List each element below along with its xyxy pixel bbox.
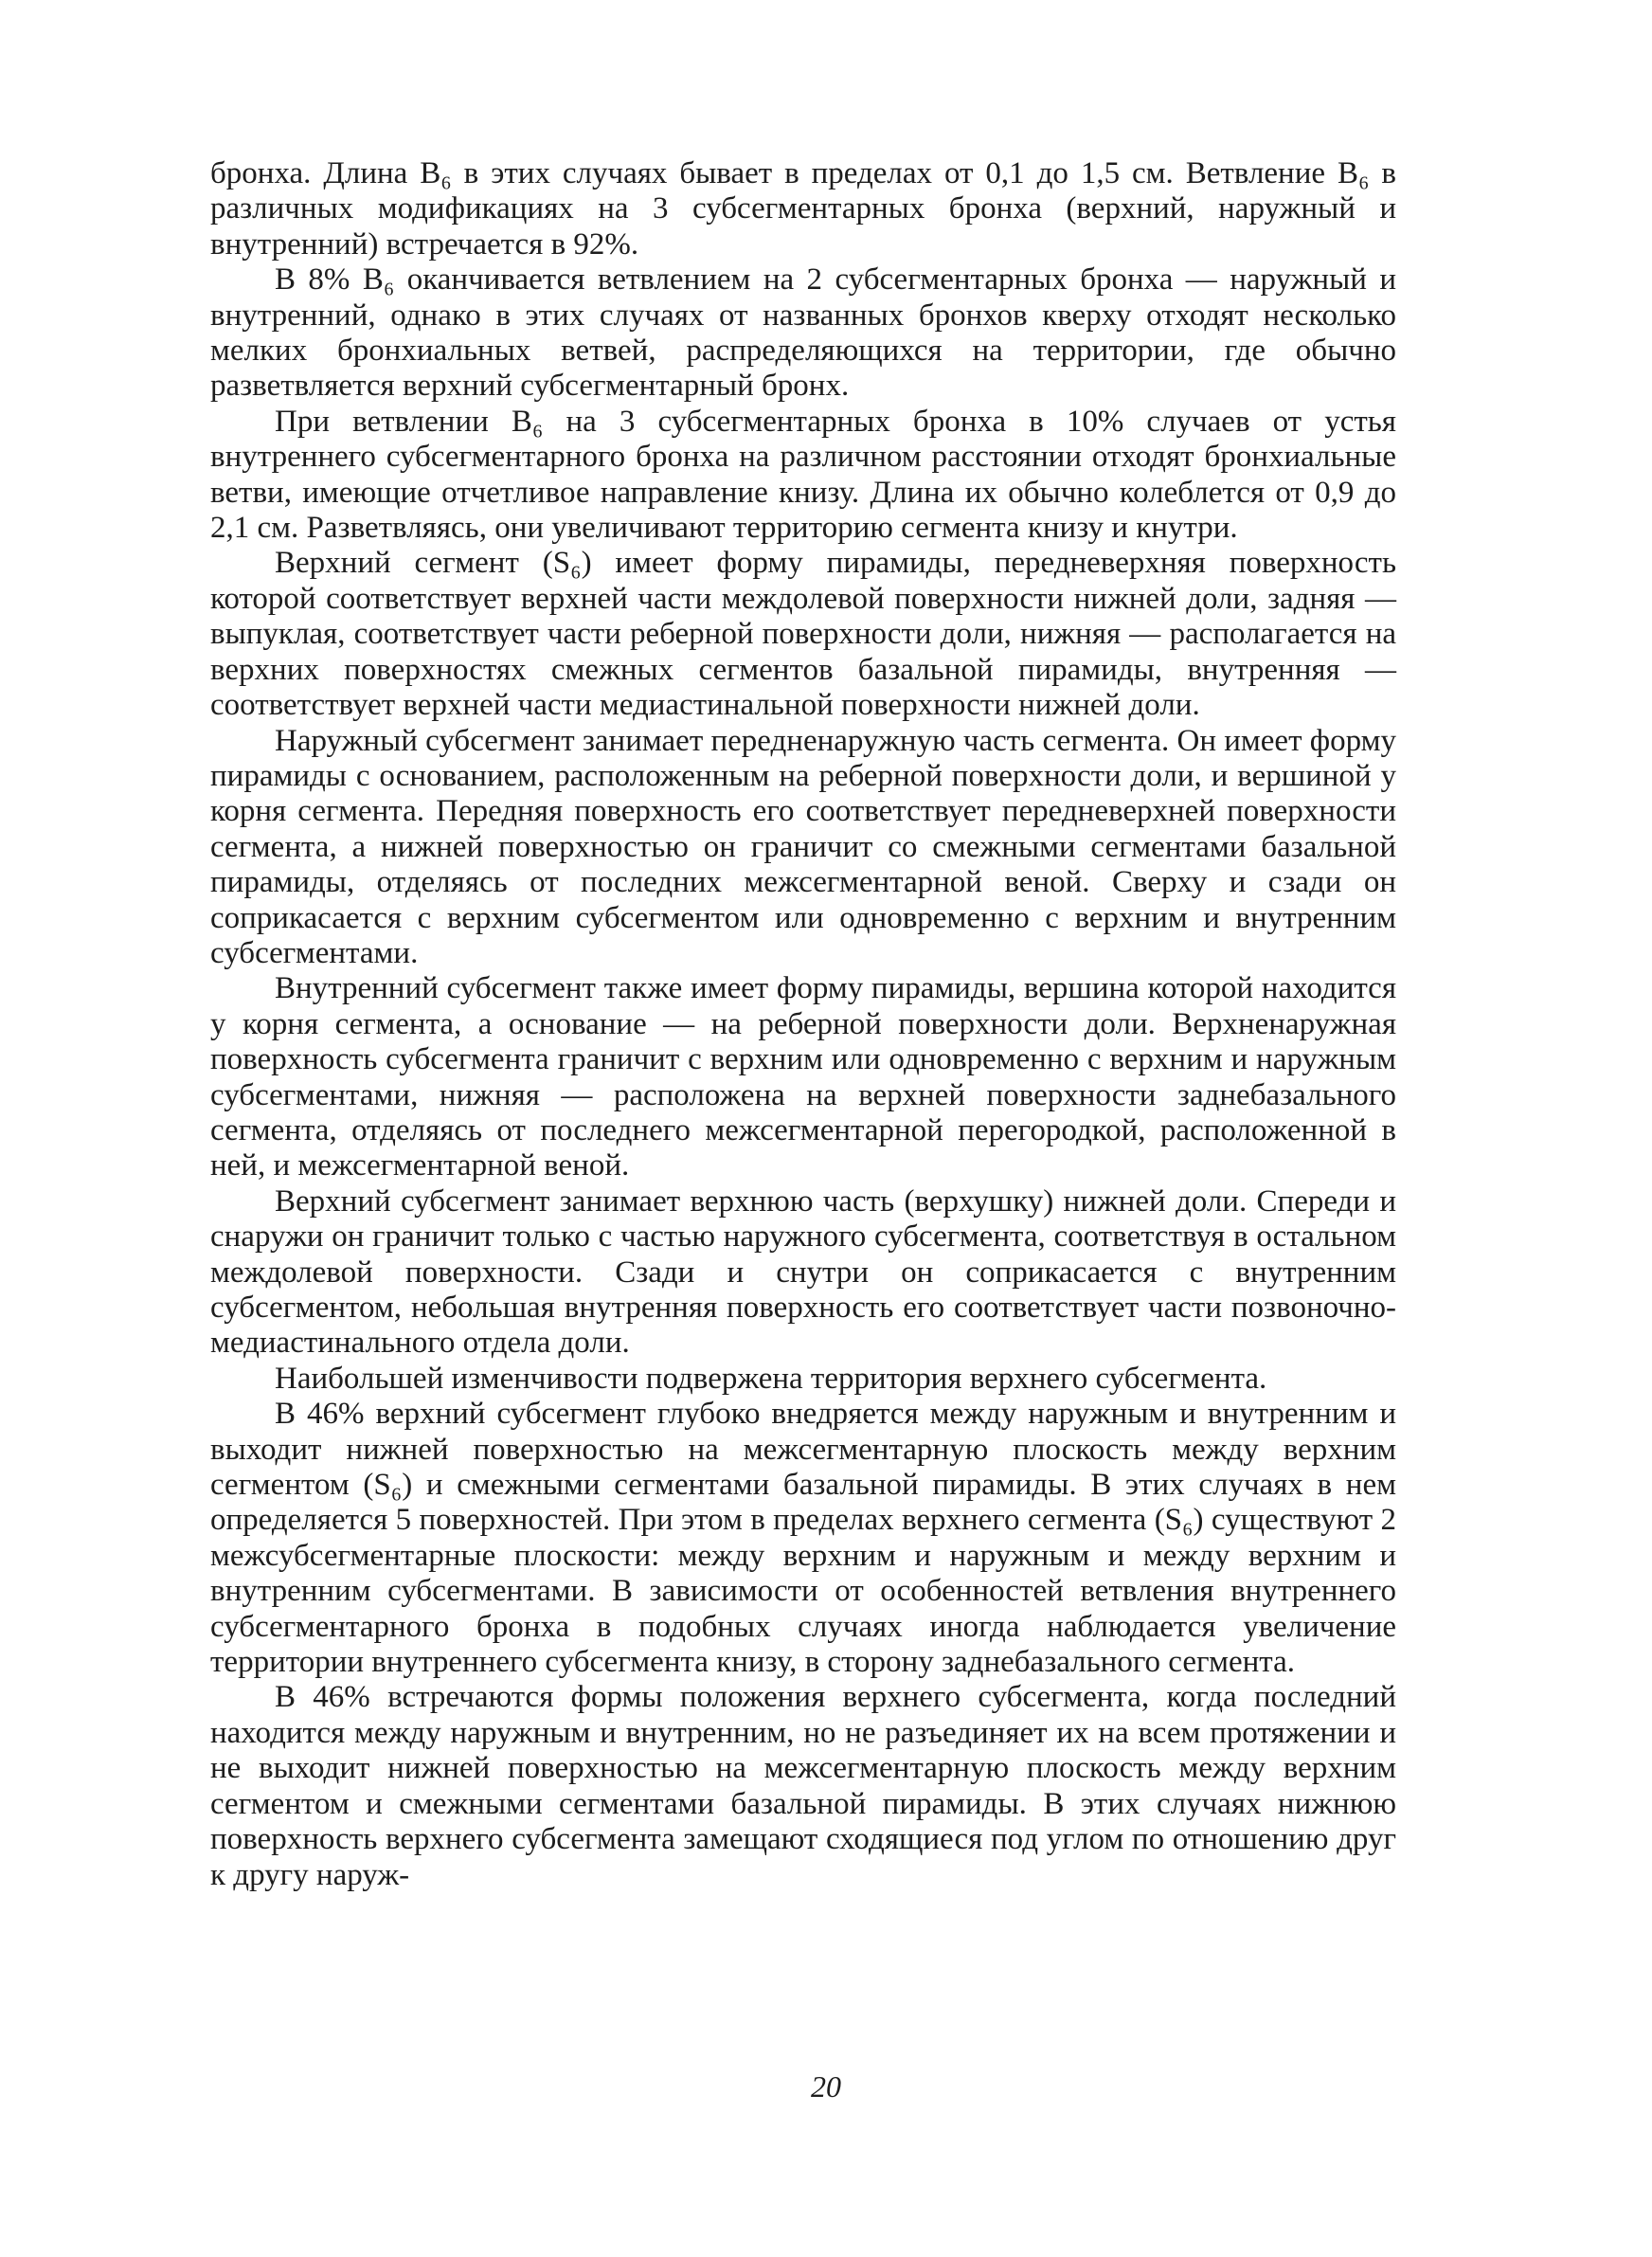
paragraph-8: Наибольшей изменчивости подвержена территория верхнего субсегмента. — [275, 1361, 1267, 1396]
paragraph-9: В 46% верхний субсегмент глубоко внедряется между наружным и внутренним и выходит нижней поверхностью на межсегментарную плоскость между верхним сегментом (S₆) и смежными сегментами базальной пирамиды. В этих случаях в нем определяется 5 поверхностей. При этом в пределах верхнего сегмента (S₆) существуют 2 межсубсегментарные плоскости: между верхним и наружным и между верхним и внутренним субсегментами. В зависимости от особенностей ветвления внутреннего субсегментарного бронха в подобных случаях иногда наблюдается увеличение территории внутреннего субсегмента книзу, в сторону заднебазального сегмента. — [210, 1397, 1396, 1680]
paragraph-7: Верхний субсегмент занимает верхнюю часть (верхушку) нижней доли. Спереди и снаружи он граничит только с частью наружного субсегмента, соответствуя в остальном междолевой поверхности. Сзади и снутри он соприкасается с внутренним субсегментом, небольшая внутренняя поверхность его соответствует части позвоночно-медиастинального отдела доли. — [210, 1183, 1396, 1361]
paragraph-3: При ветвлении B₆ на 3 субсегментарных бронха в 10% случаев от устья внутреннего субсегментарного бронха на различном расстоянии отходят бронхиальные ветви, имеющие отчетливое направление книзу. Длина их обычно колеблется от 0,9 до 2,1 см. Разветвляясь, они увеличивают территорию сегмента книзу и кнутри. — [210, 404, 1396, 546]
paragraph-10: В 46% встречаются формы положения верхнего субсегмента, когда последний находится между наружным и внутренним, но не разъединяет их на всем протяжении и не выходит нижней поверхностью на межсегментарную плоскость между верхним сегментом и смежными сегментами базальной пирамиды. В этих случаях нижнюю поверхность верхнего субсегмента замещают сходящиеся под углом по отношению друг к другу наруж- — [210, 1680, 1396, 1892]
body-text — [210, 156, 1396, 1893]
paragraph-5: Наружный субсегмент занимает передненаружную часть сегмента. Он имеет форму пирамиды с основанием, расположенным на реберной поверхности доли, и вершиной у корня сегмента. Передняя поверхность его соответствует передневерхней поверхности сегмента, а нижней поверхностью он граничит со смежными сегментами базальной пирамиды, отделяясь от последних межсегментарной веной. Сверху и сзади он соприкасается с верхним субсегментом или одновременно с верхним и внутренним субсегментами. — [210, 723, 1397, 970]
page-number: 20 — [811, 2069, 841, 2104]
paragraph-1: бронха. Длина B₆ в этих случаях бывает в пределах от 0,1 до 1,5 см. Ветвление B₆ в различных модификациях на 3 субсегментарных бронха (верхний, наружный и внутренний) встречается в 92%. — [210, 156, 1396, 262]
paragraph-6: Внутренний субсегмент также имеет форму пирамиды, вершина которой находится у корня сегмента, а основание — на реберной поверхности доли. Верхненаружная поверхность субсегмента граничит с верхним или одновременно с верхним и наружным субсегментами, нижняя — расположена на верхней поверхности заднебазального сегмента, отделяясь от последнего межсегментарной перегородкой, расположенной в ней, и межсегментарной веной. — [210, 971, 1396, 1183]
paragraph-2: В 8% B₆ оканчивается ветвлением на 2 субсегментарных бронха — наружный и внутренний, однако в этих случаях от названных бронхов кверху отходят несколько мелких бронхиальных ветвей, распределяющихся на территории, где обычно разветвляется верхний субсегментарный бронх. — [210, 262, 1396, 404]
paragraph-4: Верхний сегмент (S₆) имеет форму пирамиды, передневерхняя поверхность которой соответствует верхней части междолевой поверхности нижней доли, задняя — выпуклая, соответствует части реберной поверхности доли, нижняя — располагается на верхних поверхностях смежных сегментов базальной пирамиды, внутренняя — соответствует верхней части медиастинальной поверхности нижней доли. — [210, 546, 1396, 723]
